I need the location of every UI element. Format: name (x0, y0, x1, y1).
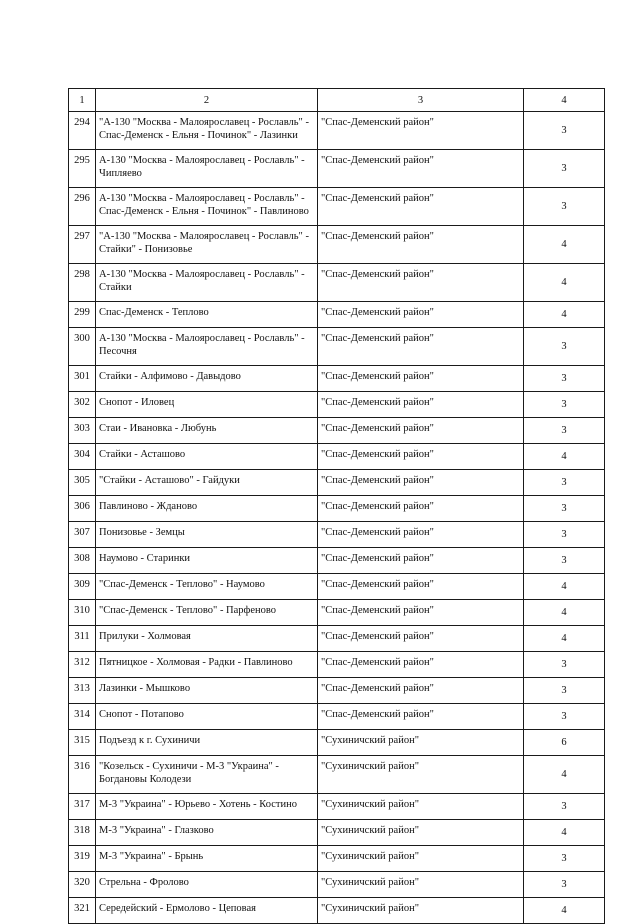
table-body (69, 112, 605, 924)
row-number: 321 (69, 898, 96, 924)
road-name: "А-130 "Москва - Малоярославец - Рославль" - Спас-Деменск - Ельня - Починок" - Лазинки (96, 112, 318, 150)
road-name: Стрельна - Фролово (96, 872, 318, 898)
road-category: 4 (524, 898, 605, 924)
table-row (69, 652, 605, 678)
header-col-4: 4 (524, 89, 605, 112)
table-row (69, 188, 605, 226)
district-name: "Спас-Деменский район" (318, 366, 524, 392)
district-name: "Спас-Деменский район" (318, 522, 524, 548)
district-name: "Спас-Деменский район" (318, 150, 524, 188)
road-name: "Козельск - Сухиничи - М-3 "Украина" - Богдановы Колодези (96, 756, 318, 794)
header-col-2: 2 (96, 89, 318, 112)
district-name: "Спас-Деменский район" (318, 418, 524, 444)
road-category: 4 (524, 444, 605, 470)
road-category: 3 (524, 496, 605, 522)
district-name: "Спас-Деменский район" (318, 328, 524, 366)
row-number: 295 (69, 150, 96, 188)
row-number: 311 (69, 626, 96, 652)
road-category: 3 (524, 328, 605, 366)
table-row (69, 756, 605, 794)
row-number: 317 (69, 794, 96, 820)
district-name: "Спас-Деменский район" (318, 574, 524, 600)
row-number: 303 (69, 418, 96, 444)
district-name: "Спас-Деменский район" (318, 652, 524, 678)
road-name: А-130 "Москва - Малоярославец - Рославль" - Чипляево (96, 150, 318, 188)
road-name: Стайки - Асташово (96, 444, 318, 470)
district-name: "Спас-Деменский район" (318, 302, 524, 328)
row-number: 306 (69, 496, 96, 522)
row-number: 307 (69, 522, 96, 548)
table-row (69, 626, 605, 652)
road-name: А-130 "Москва - Малоярославец - Рославль" - Песочня (96, 328, 318, 366)
road-name: А-130 "Москва - Малоярославец - Рославль" - Спас-Деменск - Ельня - Починок" - Павлиново (96, 188, 318, 226)
road-name: "Спас-Деменск - Теплово" - Парфеново (96, 600, 318, 626)
road-name: Лазинки - Мышково (96, 678, 318, 704)
district-name: "Спас-Деменский район" (318, 226, 524, 264)
table-row (69, 150, 605, 188)
district-name: "Спас-Деменский район" (318, 704, 524, 730)
row-number: 309 (69, 574, 96, 600)
district-name: "Спас-Деменский район" (318, 264, 524, 302)
road-name: Снопот - Иловец (96, 392, 318, 418)
road-category: 3 (524, 548, 605, 574)
district-name: "Спас-Деменский район" (318, 188, 524, 226)
road-category: 4 (524, 626, 605, 652)
table-row (69, 846, 605, 872)
table-row (69, 600, 605, 626)
row-number: 308 (69, 548, 96, 574)
header-col-1: 1 (69, 89, 96, 112)
table-row (69, 548, 605, 574)
road-name: Стайки - Алфимово - Давыдово (96, 366, 318, 392)
district-name: "Спас-Деменский район" (318, 548, 524, 574)
table-row (69, 392, 605, 418)
table-row (69, 444, 605, 470)
road-name: "А-130 "Москва - Малоярославец - Рославль" - Стайки" - Понизовье (96, 226, 318, 264)
table-row (69, 730, 605, 756)
road-category: 3 (524, 678, 605, 704)
road-category: 3 (524, 366, 605, 392)
row-number: 301 (69, 366, 96, 392)
road-name: Пятницкое - Холмовая - Радки - Павлиново (96, 652, 318, 678)
table-row (69, 470, 605, 496)
district-name: "Спас-Деменский район" (318, 444, 524, 470)
district-name: "Спас-Деменский район" (318, 678, 524, 704)
table-row (69, 574, 605, 600)
row-number: 318 (69, 820, 96, 846)
row-number: 312 (69, 652, 96, 678)
row-number: 299 (69, 302, 96, 328)
table-row (69, 264, 605, 302)
road-category: 3 (524, 392, 605, 418)
road-name: Наумово - Старинки (96, 548, 318, 574)
road-category: 3 (524, 112, 605, 150)
road-category: 3 (524, 522, 605, 548)
road-name: "Спас-Деменск - Теплово" - Наумово (96, 574, 318, 600)
road-category: 3 (524, 846, 605, 872)
row-number: 305 (69, 470, 96, 496)
row-number: 310 (69, 600, 96, 626)
table-row (69, 794, 605, 820)
row-number: 302 (69, 392, 96, 418)
district-name: "Сухиничский район" (318, 730, 524, 756)
table-header-row (69, 89, 605, 112)
row-number: 313 (69, 678, 96, 704)
row-number: 300 (69, 328, 96, 366)
road-category: 4 (524, 574, 605, 600)
header-col-3: 3 (318, 89, 524, 112)
road-category: 3 (524, 794, 605, 820)
road-name: М-3 "Украина" - Глазково (96, 820, 318, 846)
district-name: "Сухиничский район" (318, 898, 524, 924)
table-row (69, 112, 605, 150)
table-row (69, 496, 605, 522)
row-number: 298 (69, 264, 96, 302)
row-number: 314 (69, 704, 96, 730)
row-number: 316 (69, 756, 96, 794)
road-category: 4 (524, 302, 605, 328)
table-row (69, 704, 605, 730)
road-name: А-130 "Москва - Малоярославец - Рославль" - Стайки (96, 264, 318, 302)
table-row (69, 302, 605, 328)
row-number: 304 (69, 444, 96, 470)
row-number: 319 (69, 846, 96, 872)
district-name: "Спас-Деменский район" (318, 496, 524, 522)
row-number: 296 (69, 188, 96, 226)
road-name: Понизовье - Земцы (96, 522, 318, 548)
district-name: "Спас-Деменский район" (318, 600, 524, 626)
table-row (69, 820, 605, 846)
district-name: "Спас-Деменский район" (318, 392, 524, 418)
row-number: 315 (69, 730, 96, 756)
road-category: 3 (524, 470, 605, 496)
road-category: 3 (524, 704, 605, 730)
district-name: "Сухиничский район" (318, 756, 524, 794)
table-row (69, 418, 605, 444)
road-category: 6 (524, 730, 605, 756)
table-row (69, 522, 605, 548)
table-row (69, 678, 605, 704)
district-name: "Сухиничский район" (318, 820, 524, 846)
road-name: М-3 "Украина" - Юрьево - Хотень - Костино (96, 794, 318, 820)
road-name: Середейский - Ермолово - Цеповая (96, 898, 318, 924)
road-name: Стаи - Ивановка - Любунь (96, 418, 318, 444)
road-category: 4 (524, 600, 605, 626)
road-category: 4 (524, 264, 605, 302)
table-row (69, 366, 605, 392)
district-name: "Спас-Деменский район" (318, 112, 524, 150)
road-category: 3 (524, 418, 605, 444)
road-name: Прилуки - Холмовая (96, 626, 318, 652)
road-name: "Стайки - Асташово" - Гайдуки (96, 470, 318, 496)
road-name: Подъезд к г. Сухиничи (96, 730, 318, 756)
road-name: Спас-Деменск - Теплово (96, 302, 318, 328)
district-name: "Сухиничский район" (318, 846, 524, 872)
district-name: "Спас-Деменский район" (318, 470, 524, 496)
road-category: 4 (524, 756, 605, 794)
district-name: "Сухиничский район" (318, 794, 524, 820)
district-name: "Сухиничский район" (318, 872, 524, 898)
road-category: 4 (524, 226, 605, 264)
table-row (69, 328, 605, 366)
road-category: 3 (524, 188, 605, 226)
district-name: "Спас-Деменский район" (318, 626, 524, 652)
road-name: Павлиново - Жданово (96, 496, 318, 522)
table-row (69, 226, 605, 264)
row-number: 320 (69, 872, 96, 898)
table-row (69, 872, 605, 898)
road-category: 3 (524, 872, 605, 898)
roads-table (68, 88, 605, 924)
road-name: М-3 "Украина" - Брынь (96, 846, 318, 872)
table-row (69, 898, 605, 924)
row-number: 294 (69, 112, 96, 150)
road-category: 3 (524, 150, 605, 188)
road-name: Снопот - Потапово (96, 704, 318, 730)
row-number: 297 (69, 226, 96, 264)
road-category: 4 (524, 820, 605, 846)
road-category: 3 (524, 652, 605, 678)
